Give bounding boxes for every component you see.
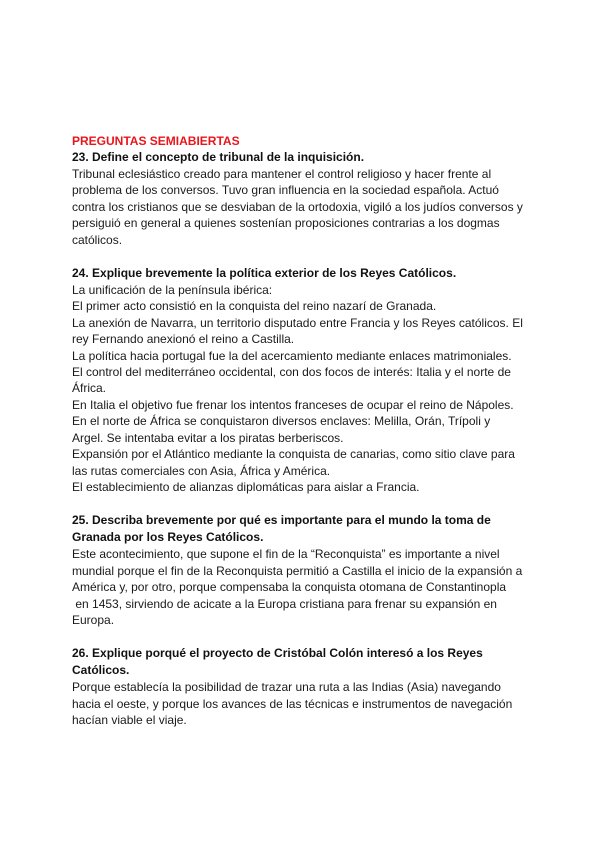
answer-line: El control del mediterráneo occidental, con dos focos de interés: Italia y el norte de: [72, 365, 511, 380]
document-page: [72, 134, 542, 729]
question-23: [72, 149, 542, 248]
answer-line: católicos.: [72, 232, 123, 247]
answer-line: Argel. Se intentaba evitar a los piratas berberiscos.: [72, 430, 344, 445]
question-26: [72, 645, 542, 728]
spacer: [72, 495, 542, 512]
answer-line: Este acontecimiento, que supone el fin de la “Reconquista” es importante a nivel: [72, 547, 500, 562]
question-heading: Granada por los Reyes Católicos.: [72, 530, 264, 545]
answer-line: en 1453, sirviendo de acicate a la Europa cristiana para frenar su expansión en: [72, 596, 497, 611]
answer-line: El primer acto consistió en la conquista del reino nazarí de Granada.: [72, 299, 437, 314]
question-heading: 25. Describa brevemente por qué es importante para el mundo la toma de: [72, 513, 491, 528]
answer-line: Europa.: [72, 612, 115, 627]
answer-line: América y, por otro, porque compensaba la conquista otomana de Constantinopla: [72, 580, 507, 595]
question-heading: Católicos.: [72, 663, 130, 678]
answer-line: contra los cristianos que se desviaban de la ortodoxia, vigiló a los judíos conversos y: [72, 199, 523, 214]
answer-line: hacían viable el viaje.: [72, 713, 187, 728]
answer-line: las rutas comerciales con Asia, África y América.: [72, 463, 331, 478]
answer-line: Expansión por el Atlántico mediante la conquista de canarias, como sitio clave para: [72, 447, 515, 462]
answer-line: El establecimiento de alianzas diplomáticas para aislar a Francia.: [72, 479, 420, 494]
answer-line: hacia el oeste, y porque los avances de las técnicas e instrumentos de navegación: [72, 696, 513, 711]
question-heading: 24. Explique brevemente la política exterior de los Reyes Católicos.: [72, 266, 457, 281]
answer-line: Tribunal eclesiástico creado para mantener el control religioso y hacer frente al: [72, 167, 492, 181]
answer-line: África.: [72, 381, 107, 396]
answer-line: rey Fernando anexionó el reino a Castilla.: [72, 332, 295, 347]
answer-line: En Italia el objetivo fue frenar los intentos franceses de ocupar el reino de Nápoles.: [72, 397, 514, 412]
answer-line: La anexión de Navarra, un territorio disputado entre Francia y los Reyes católicos. El: [72, 315, 523, 330]
question-heading: 23. Define el concepto de tribunal de la inquisición.: [72, 150, 365, 164]
spacer: [72, 248, 542, 265]
answer-line: mundial porque el fin de la Reconquista permitió a Castilla el inicio de la expansión a: [72, 563, 523, 578]
answer-line: problema de los conversos. Tuvo gran influencia en la sociedad española. Actuó: [72, 183, 499, 198]
answer-line: persiguió en general a quienes sostenían proposiciones contrarias a los dogmas: [72, 216, 500, 231]
answer-line: En el norte de África se conquistaron diversos enclaves: Melilla, Orán, Trípoli y: [72, 414, 491, 429]
answer-line: Porque establecía la posibilidad de trazar una ruta a las Indias (Asia) navegando: [72, 680, 501, 695]
answer-line: La unificación de la península ibérica:: [72, 283, 273, 298]
question-heading: 26. Explique porqué el proyecto de Cristóbal Colón interesó a los Reyes: [72, 646, 483, 661]
answer-line: La política hacia portugal fue la del acercamiento mediante enlaces matrimoniales.: [72, 348, 512, 363]
section-title: PREGUNTAS SEMIABIERTAS: [72, 134, 240, 148]
question-24: [72, 265, 542, 495]
question-25: [72, 512, 542, 628]
spacer: [72, 628, 542, 645]
